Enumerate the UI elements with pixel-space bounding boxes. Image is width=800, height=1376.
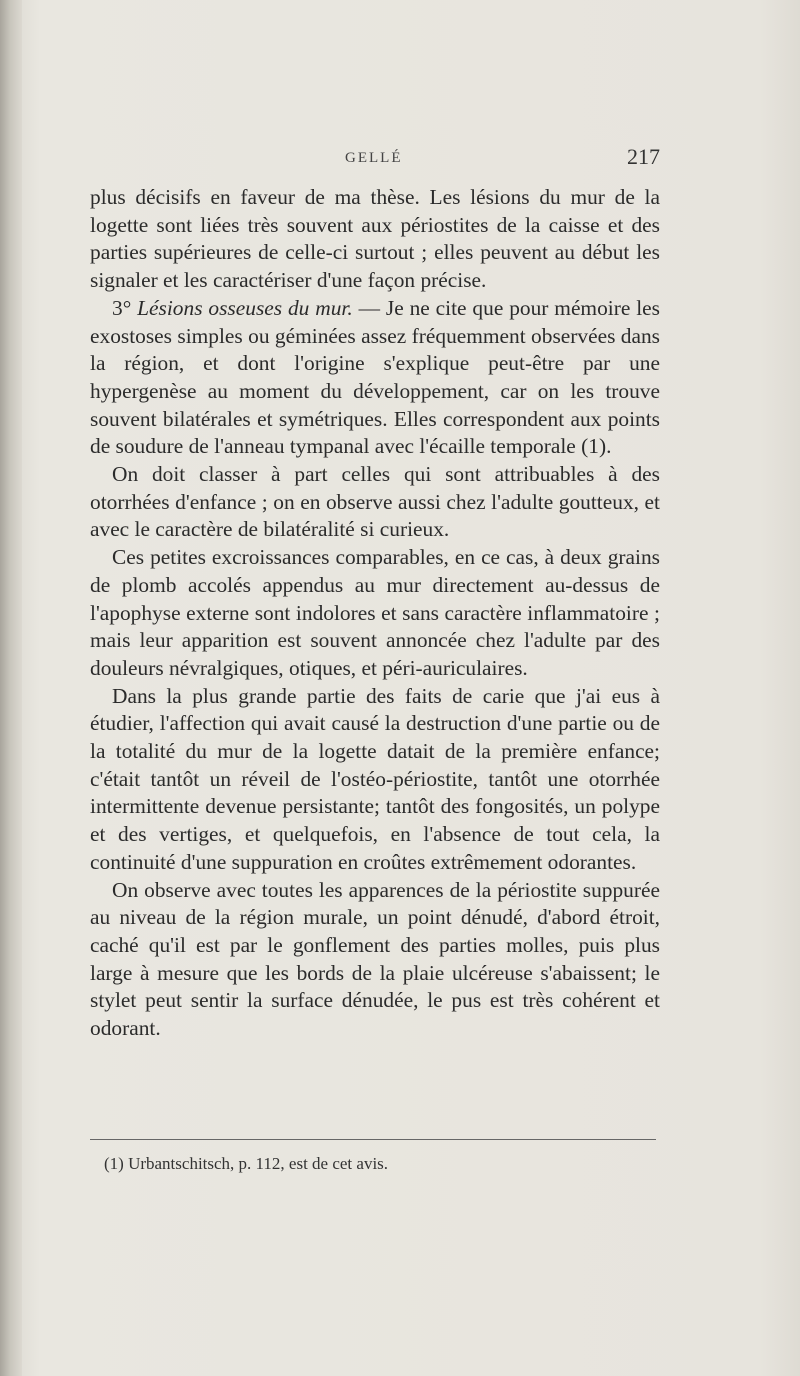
paragraph-4-text: Ces petites excroissances comparables, en ce cas, à deux grains de plomb accolés appendus au mur directement au-dessus de l'apophyse externe sont indolores et sans caractère inflammatoire ; mais leur apparition est souvent annoncée chez l'adulte par des douleurs névralgiques, otiques, et péri-auriculaires. — [90, 545, 660, 680]
section-number: 3° — [112, 295, 138, 320]
paragraph-1-text: plus décisifs en faveur de ma thèse. Les lésions du mur de la logette sont liées très souvent aux périostites de la caisse et des parties supérieures de celle-ci surtout ; elles peuvent au début les signaler et les caractériser d'une façon précise. — [90, 185, 660, 293]
paragraph-3-text: On doit classer à part celles qui sont attribuables à des otorrhées d'enfance ; on en observe aussi chez l'adulte goutteux, et avec le caractère de bilatéralité si curieux. — [90, 462, 660, 542]
section-heading: Lésions osseuses du mur. — [137, 295, 353, 320]
paragraph-2-text: — Je ne cite que pour mémoire les exostoses simples ou géminées assez fréquemment observées dans la région, et dont l'origine s'explique peut-être par une hypergenèse au moment du développement, car on les trouve souvent bilatérales et symétriques. Elles correspondent aux points de soudure de l'anneau tympanal avec l'écaille temporale (1). — [90, 295, 660, 459]
paragraph-4 — [90, 544, 660, 683]
paragraph-6 — [90, 877, 660, 1043]
paragraph-1 — [90, 184, 660, 295]
paragraph-2 — [90, 295, 660, 461]
paragraph-5 — [90, 683, 660, 877]
page-gutter — [0, 0, 22, 1376]
paragraph-5-text: Dans la plus grande partie des faits de carie que j'ai eus à étudier, l'affection qui avait causé la destruction d'une partie ou de la totalité du mur de la logette datait de la première enfance; c'était tantôt un réveil de l'ostéo-périostite, tantôt une otorrhée intermittente devenue persistante; tantôt des fongosités, un polype et des vertiges, et quelquefois, en l'absence de tout cela, la continuité d'une suppuration en croûtes extrêmement odorantes. — [90, 683, 660, 874]
page-number: 217 — [627, 144, 660, 169]
footnote-divider — [90, 1139, 656, 1140]
running-head — [90, 144, 660, 174]
paragraph-3 — [90, 461, 660, 544]
body-text — [90, 184, 660, 1043]
paragraph-6-text: On observe avec toutes les apparences de la périostite suppurée au niveau de la région murale, un point dénudé, d'abord étroit, caché qu'il est par le gonflement des parties molles, puis plus large à mesure que les bords de la plaie ulcéreuse s'abaissent; le stylet peut sentir la surface dénudée, le pus est très cohérent et odorant. — [90, 877, 660, 1041]
footnote: (1) Urbantschitsch, p. 112, est de cet avis. — [104, 1154, 389, 1173]
running-head-title: GELLÉ — [345, 150, 403, 166]
